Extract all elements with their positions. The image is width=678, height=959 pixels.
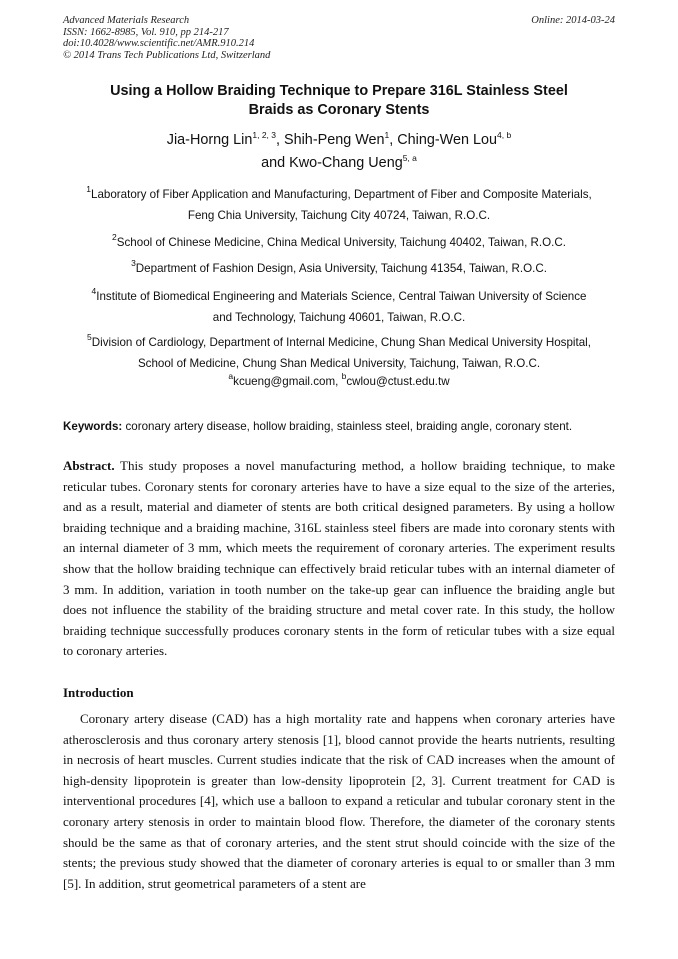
issn-line: ISSN: 1662-8985, Vol. 910, pp 214-217 [63,26,229,38]
section-heading-introduction: Introduction [63,685,134,700]
affiliation-text: Laboratory of Fiber Application and Manufacturing, Department of Fiber and Composite Materials, [91,188,592,201]
journal-name: Advanced Materials Research [63,15,190,26]
title-line-1: Using a Hollow Braiding Technique to Prepare 316L Stainless Steel [110,83,568,99]
affiliation-1 [63,185,615,226]
affiliation-text: Feng Chia University, Taichung City 40724, Taiwan, R.O.C. [187,208,491,222]
email-address: cwlou@ctust.edu.tw [346,375,450,388]
author-name: and Kwo-Chang Ueng [261,155,403,171]
email-line [63,372,615,392]
introduction-paragraph: Coronary artery disease (CAD) has a high mortality rate and happens when coronary arteries have atherosclerosis and thus coronary artery stenosis [1], blood cannot provide the hearts nutrients, resulting in necrosis of heart muscles. Current studies indicate that the risk of CAD increases when the amount of high-density lipoprotein is greater than low-density lipoprotein [2, 3]. Current treatment for CAD is interventional procedures [4], which use a balloon to expand a reticular and tubular coronary stent in the coronary artery stenosis in order to maintain blood flow. Therefore, the diameter of the coronary stents should be the same as that of coronary arteries, and the stent strut should coincide with the size of the stents; the previous study showed that the diameter of coronary arteries is equal to or smaller than 3 mm [5]. In addition, strut geometrical parameters of a stent are [63,711,615,891]
affiliation-text: Institute of Biomedical Engineering and Materials Science, Central Taiwan University of Science [96,290,587,303]
author-superscript: 5, a [402,153,417,163]
author-name: Jia-Horng Lin [166,132,253,148]
affiliation-text: Department of Fashion Design, Asia University, Taichung 41354, Taiwan, R.O.C. [135,262,547,275]
affiliation-superscript: 3 [131,258,136,268]
author-name: , Shih-Peng Wen [276,132,385,148]
affiliation-text: School of Medicine, Chung Shan Medical University, Taichung, Taiwan, R.O.C. [137,356,541,370]
affiliation-5 [63,333,615,374]
keywords-label: Keywords: [63,420,123,433]
affiliation-superscript: 5 [87,332,92,342]
author-superscript: 4, b [497,130,512,140]
affiliation-text: School of Chinese Medicine, China Medical University, Taichung 40402, Taiwan, R.O.C. [116,236,566,249]
authors-line-1 [63,129,615,152]
email-superscript: a [228,371,234,381]
author-name: , Ching-Wen Lou [389,132,498,148]
affiliation-superscript: 2 [112,232,117,242]
abstract-label: Abstract. [63,458,115,473]
affiliation-3 [63,259,615,280]
affiliation-superscript: 4 [91,286,97,296]
abstract [63,456,615,662]
email-address: kcueng@gmail.com, [233,375,342,388]
paper-title [63,82,615,120]
keywords-text: coronary artery disease, hollow braiding, stainless steel, braiding angle, coronary stent. [122,420,573,433]
affiliation-text: and Technology, Taichung 40601, Taiwan, R.O.C. [212,310,466,324]
email-superscript: b [341,371,347,381]
doi-line: doi:10.4028/www.scientific.net/AMR.910.214 [63,38,255,50]
authors-line-2 [63,152,615,175]
keywords [63,417,623,437]
affiliation-2 [63,233,615,254]
abstract-text: This study proposes a novel manufacturing method, a hollow braiding technique, to make reticular tubes. Coronary stents for coronary arteries have to have a size equal to the size of the arteries, and as a result, material and diameter of stents are both critical designed parameters. By using a hollow braiding technique and a braiding machine, 316L stainless steel fibers are made into coronary stents with an internal diameter of 3 mm, which meets the requirement of coronary arteries. The experiment results show that the hollow braiding technique can effectively braid reticular tubes with an internal diameter of 3 mm. In addition, variation in tooth number on the take-up gear can influence the braiding angle but does not influence the stability of the braiding structure and metal cover rate. In this study, the hollow braiding technique successfully produces coronary stents in the form of reticular tubes with a size equal to coronary arteries. [63,458,615,659]
title-line-2: Braids as Coronary Stents [248,102,430,118]
journal-header [63,15,615,61]
author-list [63,129,615,175]
affiliation-4 [63,287,615,328]
online-date: Online: 2014-03-24 [531,15,615,26]
copyright-line: © 2014 Trans Tech Publications Ltd, Switzerland [63,49,271,61]
affiliation-superscript: 1 [86,184,91,194]
author-superscript: 1, 2, 3 [252,130,277,140]
affiliation-text: Division of Cardiology, Department of Internal Medicine, Chung Shan Medical University Hospital, [91,336,591,349]
author-superscript: 1 [384,130,390,140]
